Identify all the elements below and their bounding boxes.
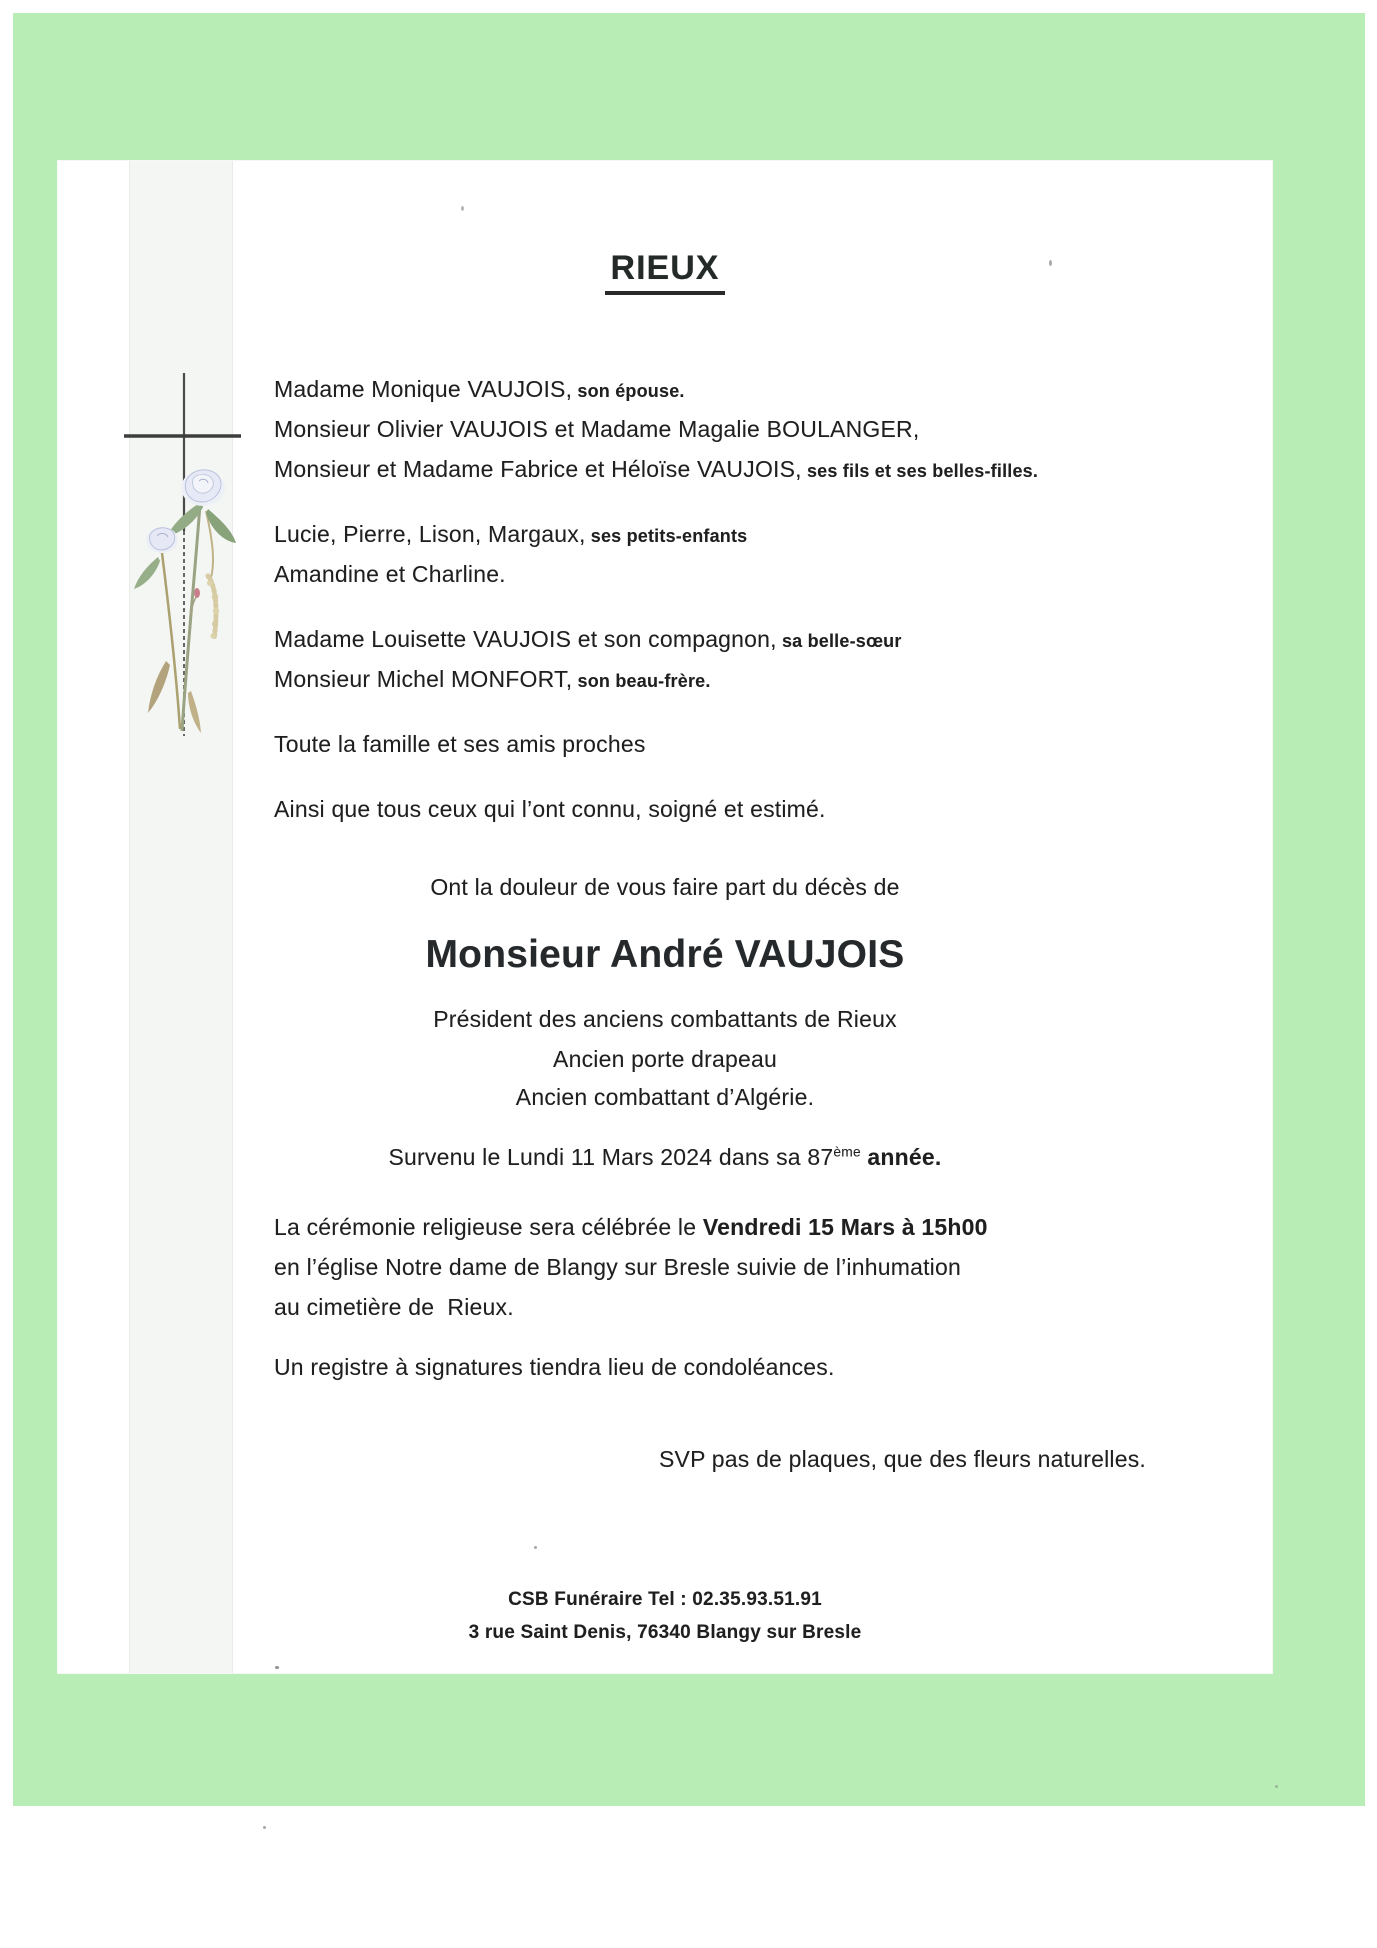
ceremony-line-3: au cimetière de Rieux. [274, 1294, 514, 1320]
acquaintances-line: Ainsi que tous ceux qui l’ont connu, soigné et estimé. [274, 796, 826, 822]
scan-speck [263, 1826, 266, 1829]
deceased-name-line: Monsieur André VAUJOIS [425, 933, 905, 976]
page-title: RIEUX [605, 249, 726, 295]
title-row [58, 249, 1272, 295]
spouse-line: Madame Monique VAUJOIS, son épouse. [274, 376, 685, 402]
funeral-home-address-line: 3 rue Saint Denis, 76340 Blangy sur Bresle [468, 1622, 862, 1643]
announcement-page [57, 160, 1273, 1674]
scan-speck [275, 1666, 279, 1669]
brother-in-law-line: Monsieur Michel MONFORT, son beau-frère. [274, 666, 711, 692]
flowers-request-line: SVP pas de plaques, que des fleurs naturelles. [659, 1446, 1146, 1472]
scan-speck [534, 1546, 537, 1549]
register-line: Un registre à signatures tiendra lieu de condoléances. [274, 1354, 835, 1380]
rose-blossom-large [181, 470, 225, 506]
announcement-intro-line: Ont la douleur de vous faire part du décès de [430, 874, 900, 900]
funeral-home-contact-line: CSB Funéraire Tel : 02.35.93.51.91 [508, 1589, 822, 1610]
scan-speck [1275, 1785, 1278, 1788]
grandchildren-line-2: Amandine et Charline. [274, 561, 506, 587]
scan-speck [461, 206, 464, 211]
green-mat [13, 13, 1365, 1806]
grandchildren-line-1: Lucie, Pierre, Lison, Margaux, ses petits-enfants [274, 521, 748, 547]
family-friends-line: Toute la famille et ses amis proches [274, 731, 646, 757]
ceremony-line-1: La cérémonie religieuse sera célébrée le Vendredi 15 Mars à 15h00 [274, 1214, 988, 1240]
ceremony-line-2: en l’église Notre dame de Blangy sur Bresle suivie de l’inhumation [274, 1254, 961, 1280]
deceased-role-line-3: Ancien combattant d’Algérie. [515, 1084, 815, 1110]
rose-blossom-small [146, 527, 178, 553]
catkin-icon [207, 576, 219, 639]
deceased-role-line-1: Président des anciens combattants de Rieux [433, 1006, 897, 1032]
deceased-role-line-2: Ancien porte drapeau [553, 1046, 777, 1072]
cross-icon [124, 373, 241, 736]
cross-and-roses-illustration [96, 361, 266, 751]
scan-speck [1049, 260, 1052, 266]
death-date-line: Survenu le Lundi 11 Mars 2024 dans sa 87ème année. [388, 1144, 942, 1170]
children-line-1: Monsieur Olivier VAUJOIS et Madame Magalie BOULANGER, [274, 416, 920, 442]
sister-in-law-line: Madame Louisette VAUJOIS et son compagnon, sa belle-sœur [274, 626, 902, 652]
children-line-2: Monsieur et Madame Fabrice et Héloïse VAUJOIS, ses fils et ses belles-filles. [274, 456, 1039, 482]
